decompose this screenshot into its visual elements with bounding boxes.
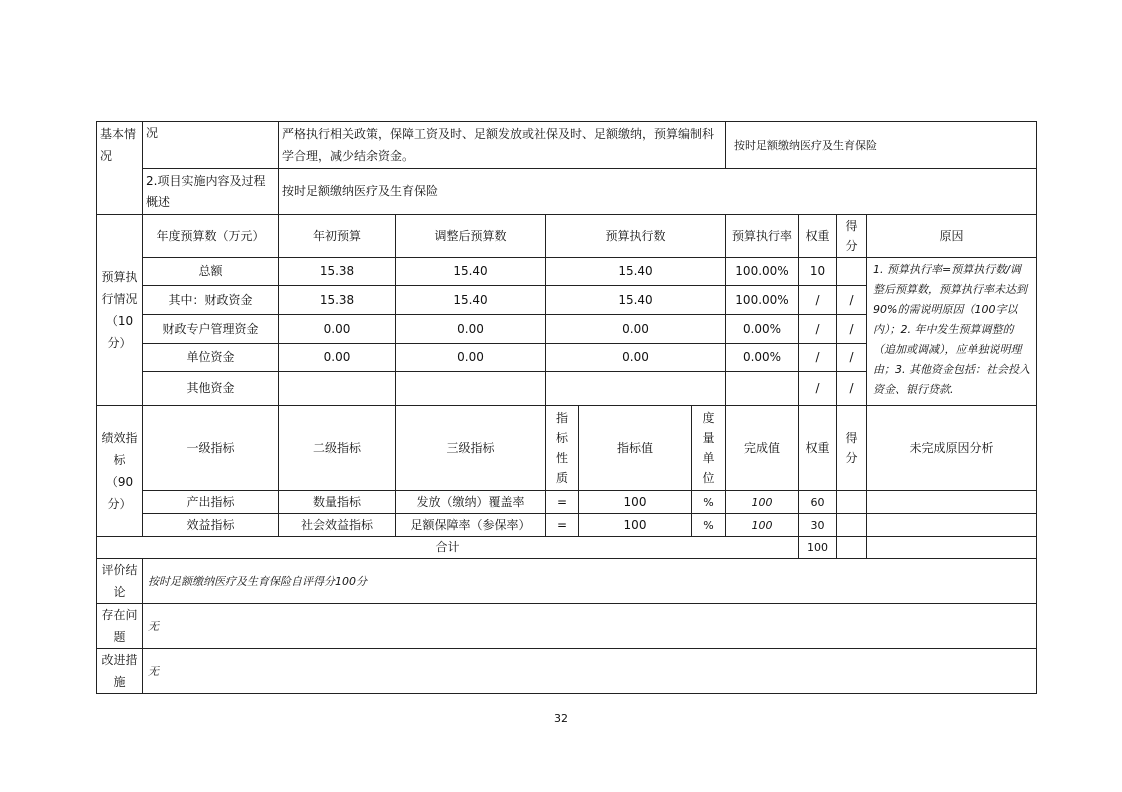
perf-row-level2: 社会效益指标 — [279, 514, 396, 537]
budget-header-initial: 年初预算 — [279, 215, 396, 258]
improve-label: 改进措施 — [97, 649, 143, 694]
perf-row-level2: 数量指标 — [279, 491, 396, 514]
budget-row-initial: 0.00 — [279, 344, 396, 372]
budget-row-rate: 100.00% — [726, 258, 799, 286]
perf-row-target: 100 — [579, 491, 692, 514]
perf-header-analysis: 未完成原因分析 — [867, 406, 1037, 491]
perf-row-actual: 100 — [726, 491, 799, 514]
basic-row2-label: 2.项目实施内容及过程概述 — [143, 169, 279, 215]
perf-row-score — [837, 491, 867, 514]
basic-label: 基本情况 — [97, 122, 143, 215]
budget-row-score: / — [837, 372, 867, 406]
perf-row-level1: 产出指标 — [143, 491, 279, 514]
perf-row-nature: = — [546, 514, 579, 537]
budget-header-score: 得分 — [837, 215, 867, 258]
budget-row-initial: 0.00 — [279, 315, 396, 344]
basic-row2-value: 按时足额缴纳医疗及生育保险 — [279, 169, 1037, 215]
perf-header-weight: 权重 — [799, 406, 837, 491]
budget-row-name: 其中：财政资金 — [143, 286, 279, 315]
budget-row-weight: / — [799, 372, 837, 406]
perf-row-score — [837, 514, 867, 537]
total-score — [837, 537, 867, 559]
budget-row-executed: 15.40 — [546, 258, 726, 286]
basic-row1-right: 按时足额缴纳医疗及生育保险 — [726, 122, 1037, 169]
budget-row-score: / — [837, 344, 867, 372]
budget-header-executed: 预算执行数 — [546, 215, 726, 258]
budget-row-weight: 10 — [799, 258, 837, 286]
budget-reason-note: 1. 预算执行率=预算执行数/调整后预算数，预算执行率未达到90%的需说明原因（100字以内）；2. 年中发生预算调整的（追加或调减），应单独说明理由；3. 其他资金包括：社会投入资金、银行贷款. — [867, 258, 1037, 406]
budget-row-weight: / — [799, 286, 837, 315]
budget-row-score — [837, 258, 867, 286]
performance-evaluation-table — [96, 121, 1037, 694]
perf-header-nature: 指标性质 — [546, 406, 579, 491]
budget-row-executed — [546, 372, 726, 406]
perf-header-level2: 二级指标 — [279, 406, 396, 491]
improve-value: 无 — [143, 649, 1037, 694]
budget-row-name: 单位资金 — [143, 344, 279, 372]
budget-row-name: 其他资金 — [143, 372, 279, 406]
budget-row-rate: 0.00% — [726, 315, 799, 344]
perf-header-target: 指标值 — [579, 406, 692, 491]
budget-header-annual: 年度预算数（万元） — [143, 215, 279, 258]
budget-row-score: / — [837, 315, 867, 344]
budget-row-name: 财政专户管理资金 — [143, 315, 279, 344]
perf-row-nature: = — [546, 491, 579, 514]
issues-value: 无 — [143, 604, 1037, 649]
perf-header-score: 得分 — [837, 406, 867, 491]
evaluation-value: 按时足额缴纳医疗及生育保险自评得分100分 — [143, 559, 1037, 604]
budget-header-rate: 预算执行率 — [726, 215, 799, 258]
budget-row-executed: 0.00 — [546, 315, 726, 344]
perf-row-weight: 30 — [799, 514, 837, 537]
budget-row-adjusted: 15.40 — [396, 258, 546, 286]
budget-row-weight: / — [799, 344, 837, 372]
budget-row-adjusted: 0.00 — [396, 315, 546, 344]
budget-row-executed: 0.00 — [546, 344, 726, 372]
perf-header-actual: 完成值 — [726, 406, 799, 491]
perf-header-unit: 度量单位 — [692, 406, 726, 491]
budget-row-name: 总额 — [143, 258, 279, 286]
budget-row-adjusted — [396, 372, 546, 406]
perf-row-unit: % — [692, 491, 726, 514]
basic-row1-mid: 严格执行相关政策，保障工资及时、足额发放或社保及时、足额缴纳，预算编制科学合理，减少结余资金。 — [279, 122, 726, 169]
budget-row-rate — [726, 372, 799, 406]
budget-row-initial: 15.38 — [279, 258, 396, 286]
perf-row-level3: 足额保障率（参保率） — [396, 514, 546, 537]
budget-row-initial — [279, 372, 396, 406]
total-weight: 100 — [799, 537, 837, 559]
budget-header-reason: 原因 — [867, 215, 1037, 258]
perf-row-analysis — [867, 514, 1037, 537]
budget-header-weight: 权重 — [799, 215, 837, 258]
budget-row-initial: 15.38 — [279, 286, 396, 315]
budget-header-adjusted: 调整后预算数 — [396, 215, 546, 258]
perf-header-level3: 三级指标 — [396, 406, 546, 491]
page-number: 32 — [554, 712, 568, 725]
performance-section-label: 绩效指标（90分） — [97, 406, 143, 537]
total-label: 合计 — [97, 537, 799, 559]
perf-row-actual: 100 — [726, 514, 799, 537]
budget-section-label: 预算执行情况（10分） — [97, 215, 143, 406]
budget-row-score: / — [837, 286, 867, 315]
budget-row-weight: / — [799, 315, 837, 344]
budget-row-rate: 0.00% — [726, 344, 799, 372]
budget-row-rate: 100.00% — [726, 286, 799, 315]
budget-row-executed: 15.40 — [546, 286, 726, 315]
perf-row-level1: 效益指标 — [143, 514, 279, 537]
perf-row-target: 100 — [579, 514, 692, 537]
evaluation-label: 评价结论 — [97, 559, 143, 604]
budget-row-adjusted: 0.00 — [396, 344, 546, 372]
perf-row-analysis — [867, 491, 1037, 514]
basic-row1-left: 况 — [143, 122, 279, 169]
budget-row-adjusted: 15.40 — [396, 286, 546, 315]
issues-label: 存在问题 — [97, 604, 143, 649]
perf-row-level3: 发放（缴纳）覆盖率 — [396, 491, 546, 514]
perf-row-weight: 60 — [799, 491, 837, 514]
total-analysis — [867, 537, 1037, 559]
perf-row-unit: % — [692, 514, 726, 537]
perf-header-level1: 一级指标 — [143, 406, 279, 491]
